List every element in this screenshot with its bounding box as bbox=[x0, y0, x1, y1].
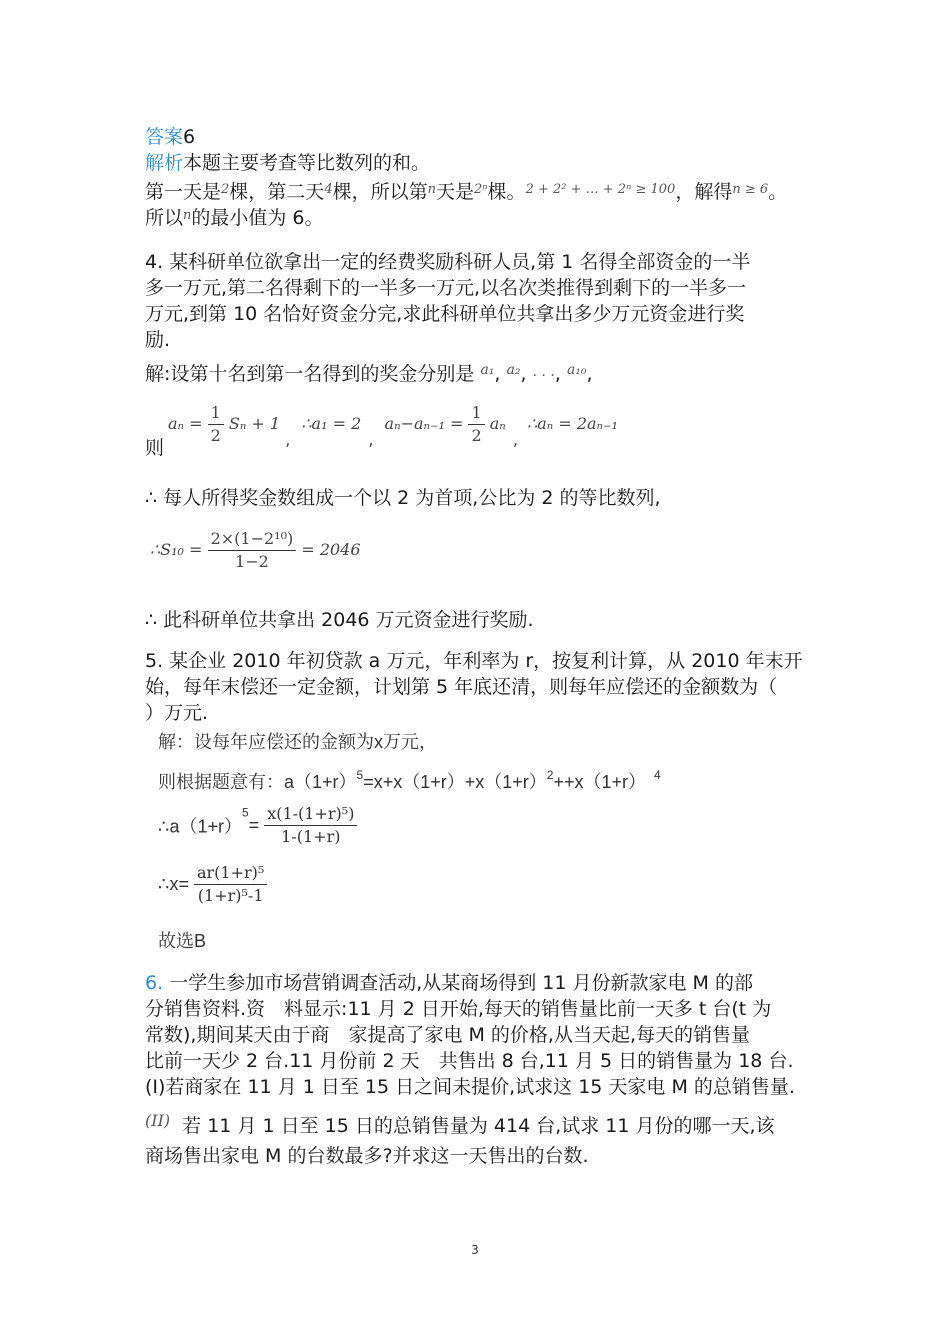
equation-a1: ∴a₁ = 2 bbox=[301, 414, 362, 433]
q4-solution-intro bbox=[145, 358, 593, 389]
part-marker: (II) bbox=[145, 1111, 171, 1130]
math-inline: 2 + 2² + … + 2ⁿ ≥ 100 bbox=[525, 182, 676, 197]
text-segment: =x+x（1+r）+x（1+r） bbox=[363, 772, 547, 792]
math-inline: 4 bbox=[324, 182, 333, 197]
q6-line-1 bbox=[145, 971, 753, 996]
math-inline: 2 bbox=[221, 182, 230, 197]
equation-result: = 2046 bbox=[301, 540, 361, 559]
separator: , bbox=[554, 363, 561, 385]
question-number: 6. bbox=[145, 972, 164, 994]
fraction-denominator: 1-(1+r) bbox=[281, 827, 341, 846]
separator: , bbox=[520, 363, 527, 385]
math-inline: n bbox=[427, 182, 436, 197]
q4-line-2: 多一万元,第二名得剩下的一半多一万元,以名次类推得到剩下的一半多一 bbox=[145, 277, 747, 299]
q5-solution-line-4 bbox=[158, 862, 267, 907]
q5-solution-line-3 bbox=[158, 803, 357, 848]
fraction-denominator: 2 bbox=[471, 426, 482, 445]
q4-therefore-2: ∴ 此科研单位共拿出 2046 万元资金进行奖励. bbox=[145, 609, 534, 631]
text-segment: 若 11 月 1 日至 15 日的总销售量为 414 台,试求 11 月份的哪一天,该 bbox=[182, 1115, 775, 1137]
q5-line-3: ）万元. bbox=[145, 702, 209, 724]
q6-line-2: 分销售资料.资 料显示:11 月 2 日开始,每天的销售量比前一天多 t 台(t 为 bbox=[145, 998, 772, 1020]
separator: , bbox=[368, 430, 374, 449]
equation-ratio: ∴aₙ = 2aₙ₋₁ bbox=[527, 414, 618, 433]
q6-line-3: 常数),期间某天由于商 家提高了家电 M 的价格,从当天起,每天的销售量 bbox=[145, 1024, 751, 1046]
text-segment: 所以 bbox=[145, 207, 184, 229]
fraction-s10 bbox=[208, 528, 297, 573]
text-segment: 棵。 bbox=[487, 181, 526, 203]
text-segment: 棵，所以第 bbox=[332, 181, 428, 203]
text-segment: = bbox=[248, 815, 260, 835]
answer-label: 答案 bbox=[145, 126, 184, 148]
answer-line bbox=[145, 125, 195, 150]
text-segment: 第一天是 bbox=[145, 181, 222, 203]
q6-line-5: (I)若商家在 11 月 1 日至 15 日之间未提价,试求这 15 天家电 M 的总销售量. bbox=[145, 1076, 795, 1098]
separator: , bbox=[586, 363, 593, 385]
equation-s10: ∴S₁₀ = bbox=[150, 540, 203, 559]
s10-equation bbox=[150, 528, 361, 573]
q4-line-4: 励. bbox=[145, 329, 171, 351]
fraction-denominator: (1+r)⁵-1 bbox=[197, 886, 264, 905]
text-segment: ∴a（1+r） bbox=[158, 816, 242, 837]
fraction-q5-b bbox=[194, 862, 267, 907]
separator: , bbox=[494, 363, 501, 385]
fraction-numerator: 1 bbox=[208, 402, 224, 425]
math-inline: · · · bbox=[532, 368, 555, 384]
text-segment: 解:设第十名到第一名得到的奖金分别是 bbox=[145, 363, 475, 385]
superscript: 5 bbox=[356, 768, 364, 782]
text-segment: 则根据题意有：a（1+r） bbox=[158, 772, 357, 792]
q6-line-7: 商场售出家电 M 的台数最多?并求这一天售出的台数. bbox=[145, 1145, 589, 1167]
text-segment: ，解得 bbox=[675, 181, 733, 203]
q4-line-1: 4. 某科研单位欲拿出一定的经费奖励科研人员,第 1 名得全部资金的一半 bbox=[145, 251, 751, 273]
equation-row bbox=[168, 402, 618, 447]
q5-line-1: 5. 某企业 2010 年初贷款 a 万元，年利率为 r，按复利计算，从 2010 年末开 bbox=[145, 650, 803, 672]
text-segment: ++x（1+r） bbox=[553, 772, 647, 792]
q5-solution-line-2 bbox=[158, 768, 661, 794]
text-segment: 。 bbox=[768, 181, 788, 203]
fraction-q5-a bbox=[264, 803, 357, 848]
q5-solution-line-1: 解：设每年应偿还的金额为x万元， bbox=[158, 732, 437, 752]
analysis-label: 解析 bbox=[145, 152, 184, 174]
equation-recurrence: aₙ−aₙ₋₁ = bbox=[384, 414, 464, 433]
separator: , bbox=[512, 430, 518, 449]
fraction-numerator: 1 bbox=[468, 402, 484, 425]
analysis-derivation-line bbox=[145, 177, 787, 205]
fraction-numerator: x(1-(1+r)⁵) bbox=[264, 803, 357, 826]
fraction-denominator: 1−2 bbox=[235, 552, 269, 571]
math-inline: n bbox=[183, 208, 192, 223]
superscript: 2 bbox=[546, 768, 554, 782]
fraction-numerator: ar(1+r)⁵ bbox=[194, 862, 267, 885]
q4-therefore-1: ∴ 每人所得奖金数组成一个以 2 为首项,公比为 2 的等比数列, bbox=[145, 487, 661, 509]
analysis-line bbox=[145, 151, 430, 176]
text-segment: 的最小值为 6。 bbox=[191, 207, 324, 229]
text-segment: ∴x= bbox=[158, 874, 189, 894]
fraction-half bbox=[468, 402, 484, 447]
answer-value: 6 bbox=[183, 126, 196, 148]
text-segment: 棵，第二天 bbox=[229, 181, 325, 203]
q5-solution-line-5: 故选B bbox=[158, 931, 207, 951]
text-segment: 天是 bbox=[435, 181, 474, 203]
text-segment: 一学生参加市场营销调查活动,从某商场得到 11 月份新款家电 M 的部 bbox=[169, 972, 753, 994]
q4-line-3: 万元,到第 10 名恰好资金分完,求此科研单位共拿出多少万元资金进行奖 bbox=[145, 303, 745, 325]
separator: , bbox=[285, 430, 291, 449]
equation-an: aₙ = bbox=[168, 414, 203, 433]
q5-line-2: 始，每年末偿还一定金额，计划第 5 年底还清，则每年应偿还的金额数为（ bbox=[145, 676, 778, 698]
ze-label: 则 bbox=[145, 437, 165, 459]
equation-an-right: aₙ bbox=[489, 414, 506, 433]
superscript: 5 bbox=[241, 805, 249, 820]
math-inline: n ≥ 6 bbox=[732, 182, 769, 197]
superscript: 4 bbox=[654, 768, 661, 782]
analysis-conclusion-line bbox=[145, 203, 324, 231]
fraction-half bbox=[208, 402, 224, 447]
fraction-numerator: 2×(1−2¹⁰) bbox=[208, 528, 297, 551]
q6-line-6 bbox=[145, 1108, 775, 1139]
math-inline: a₂ bbox=[506, 362, 521, 378]
math-inline: a₁ bbox=[480, 362, 495, 378]
math-inline: 2ⁿ bbox=[474, 182, 488, 197]
equation-sn: Sₙ + 1 bbox=[228, 414, 281, 433]
analysis-text: 本题主要考查等比数列的和。 bbox=[183, 152, 431, 174]
math-inline: a₁₀ bbox=[566, 362, 587, 378]
fraction-denominator: 2 bbox=[210, 426, 221, 445]
q6-line-4: 比前一天少 2 台.11 月份前 2 天 共售出 8 台,11 月 5 日的销售量为 18 台. bbox=[145, 1050, 794, 1072]
page-number: 3 bbox=[471, 1243, 479, 1257]
